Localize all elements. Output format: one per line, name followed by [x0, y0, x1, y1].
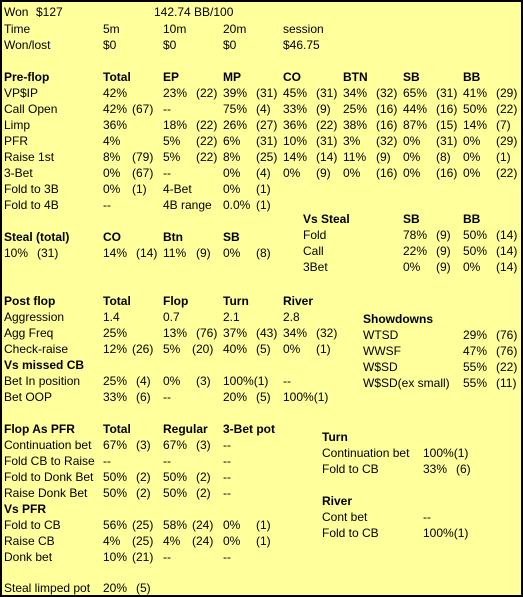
stat-value: 50%	[163, 486, 188, 500]
vs-steal-row-label: 3Bet	[303, 260, 328, 274]
stat-count: (4)	[256, 166, 271, 180]
preflop-row-label: PFR	[4, 134, 28, 148]
preflop-row-label: Limp	[4, 118, 31, 132]
stat-value: 20%	[223, 390, 248, 404]
stat-count: (16)	[436, 102, 458, 116]
steal-limped-label: Steal limped pot	[4, 581, 91, 595]
stat-value: --	[223, 470, 231, 484]
stat-value: 42%	[103, 102, 128, 116]
stat-value: 25%	[103, 374, 128, 388]
stat-value: 25%	[103, 326, 128, 340]
stat-count: (32)	[316, 326, 338, 340]
stat-value: 2.8	[283, 310, 300, 324]
stat-value: 18%	[163, 118, 188, 132]
stat-value: --	[103, 198, 111, 212]
stat-count: (9)	[436, 228, 451, 242]
stat-value: 0%	[283, 166, 301, 180]
stat-count: (22)	[496, 166, 518, 180]
stat-value: 23%	[163, 86, 188, 100]
stat-value: 0%	[403, 260, 421, 274]
stat-value: 34%	[343, 86, 368, 100]
vs-steal-title: Vs Steal	[303, 212, 350, 226]
wonlost-10m: $0	[163, 38, 177, 52]
stat-count: (24)	[192, 534, 214, 548]
stat-count: (7)	[496, 118, 511, 132]
stat-count: (22)	[196, 118, 218, 132]
stat-value: 100%(1)	[223, 374, 269, 388]
turn-row-label: Fold to CB	[322, 462, 379, 476]
vs-steal-row-label: Fold	[303, 228, 327, 242]
stat-count: (14)	[136, 246, 158, 260]
stat-value: --	[223, 438, 231, 452]
stat-value: 100%(1)	[423, 446, 469, 460]
stat-count: (14)	[496, 260, 518, 274]
stat-count: (31)	[436, 86, 458, 100]
stat-count: (22)	[196, 134, 218, 148]
bb-per-100: 142.74 BB/100	[154, 5, 234, 19]
stat-value: 0%	[163, 374, 181, 388]
stat-count: (1)	[256, 198, 271, 212]
stat-count: (22)	[496, 102, 518, 116]
stat-count: (9)	[316, 166, 331, 180]
period-10m: 10m	[163, 22, 187, 36]
preflop-title: Pre-flop	[4, 70, 50, 84]
vs-pfr-row-label: Fold to CB	[4, 518, 61, 532]
preflop-col-bb: BB	[463, 70, 481, 84]
preflop-col-ep: EP	[163, 70, 180, 84]
stat-count: (3)	[196, 374, 211, 388]
stat-value: 10%	[283, 134, 308, 148]
vs-pfr-row-label: Donk bet	[4, 550, 53, 564]
showdowns-title: Showdowns	[363, 312, 433, 326]
stat-count: (9)	[376, 150, 391, 164]
turn-title: Turn	[322, 430, 348, 444]
stat-value: 50%	[103, 470, 128, 484]
steal-total-title: Steal (total)	[4, 230, 70, 244]
preflop-row-label: 3-Bet	[4, 166, 33, 180]
won-label: Won	[4, 5, 29, 19]
stat-value: --	[163, 102, 171, 116]
stat-count: (6)	[136, 390, 151, 404]
postflop-col-river: River	[283, 294, 314, 308]
stat-value: 65%	[403, 86, 428, 100]
stat-value: 50%	[463, 102, 488, 116]
stat-count: (76)	[196, 326, 218, 340]
stat-value: 0.0%	[223, 198, 251, 212]
stat-value: 44%	[403, 102, 428, 116]
stat-count: (22)	[496, 360, 518, 374]
stat-value: 14%	[283, 150, 308, 164]
showdown-row-label: W$SD(ex small)	[363, 376, 450, 390]
preflop-col-mp: MP	[223, 70, 241, 84]
stat-value: 12%	[103, 342, 128, 356]
stat-count: (1)	[132, 182, 147, 196]
stat-value: 47%	[463, 344, 488, 358]
stat-value: 29%	[463, 328, 488, 342]
stat-value: 36%	[283, 118, 308, 132]
vs-steal-col-sb: SB	[403, 212, 420, 226]
vs-pfr-title: Vs PFR	[4, 502, 47, 516]
stat-value: 58%	[163, 518, 188, 532]
showdown-row-label: WTSD	[363, 328, 399, 342]
stat-value: 5%	[163, 342, 181, 356]
stat-value: 14%	[463, 118, 488, 132]
river-title: River	[322, 494, 353, 508]
stat-count: (9)	[436, 260, 451, 274]
time-label: Time	[4, 22, 31, 36]
stat-value: 50%	[163, 470, 188, 484]
stat-value: 0.7	[163, 310, 180, 324]
stat-count: (31)	[256, 134, 278, 148]
stat-count: (3)	[136, 438, 151, 452]
stat-value: 33%	[423, 462, 448, 476]
river-row-label: Fold to CB	[322, 526, 379, 540]
stat-value: 78%	[403, 228, 428, 242]
stat-value: 33%	[283, 102, 308, 116]
stat-value: 4%	[103, 534, 121, 548]
stat-value: 13%	[163, 326, 188, 340]
preflop-row-label: VP$IP	[4, 86, 39, 100]
stat-value: --	[163, 390, 171, 404]
flop-pfr-title: Flop As PFR	[4, 422, 75, 436]
stat-value: --	[163, 166, 171, 180]
stat-count: (6)	[456, 462, 471, 476]
flop-pfr-col-regular: Regular	[163, 422, 208, 436]
stat-count: (9)	[316, 102, 331, 116]
stat-count: (31)	[37, 246, 59, 260]
turn-row-label: Continuation bet	[322, 446, 410, 460]
stat-count: (24)	[192, 518, 214, 532]
flop-pfr-col-total: Total	[103, 422, 131, 436]
postflop-title: Post flop	[4, 294, 56, 308]
flop-pfr-row-label: Fold CB to Raise	[4, 454, 95, 468]
stat-count: (14)	[316, 150, 338, 164]
stat-value: 0%	[103, 182, 121, 196]
stat-value: 20%	[103, 581, 128, 595]
stat-count: (2)	[196, 486, 211, 500]
stat-value: 67%	[103, 438, 128, 452]
stat-value: --	[223, 550, 231, 564]
stat-count: (3)	[196, 438, 211, 452]
stat-value: 40%	[223, 342, 248, 356]
stat-count: (22)	[316, 118, 338, 132]
stat-value: 56%	[103, 518, 128, 532]
showdown-row-label: WWSF	[363, 344, 401, 358]
stat-count: (25)	[256, 150, 278, 164]
steal-col-co: CO	[103, 230, 121, 244]
stat-count: (79)	[132, 150, 154, 164]
stat-count: (76)	[496, 344, 518, 358]
preflop-row-label: Call Open	[4, 102, 58, 116]
wonlost-session: $46.75	[283, 38, 320, 52]
stat-count: (20)	[192, 342, 214, 356]
stat-count: (5)	[256, 390, 271, 404]
stat-value: 3%	[343, 134, 361, 148]
stat-value: 45%	[283, 86, 308, 100]
stat-value: 100%(1)	[423, 526, 469, 540]
flop-pfr-row-label: Raise Donk Bet	[4, 486, 88, 500]
stat-count: (8)	[436, 150, 451, 164]
stat-count: (29)	[496, 134, 518, 148]
stat-value: 26%	[223, 118, 248, 132]
stat-count: (2)	[196, 470, 211, 484]
stat-value: 42%	[103, 86, 128, 100]
stat-count: (15)	[436, 118, 458, 132]
stat-value: --	[223, 454, 231, 468]
vs-missed-cb-title: Vs missed CB	[4, 358, 85, 372]
stat-value: 5%	[163, 134, 181, 148]
stat-value: 25%	[343, 102, 368, 116]
stat-value: 0%	[403, 134, 421, 148]
postflop-row-label: Agg Freq	[4, 326, 54, 340]
stat-value: 39%	[223, 86, 248, 100]
stat-value: 4%	[163, 534, 181, 548]
steal-col-sb: SB	[223, 230, 240, 244]
stat-count: (9)	[196, 246, 211, 260]
missed-cb-row-label: Bet OOP	[4, 390, 53, 404]
period-session: session	[283, 22, 324, 36]
preflop-row-label: Raise 1st	[4, 150, 55, 164]
stat-count: (1)	[256, 182, 271, 196]
stat-value: 67%	[163, 438, 188, 452]
preflop-row-label: Fold to 4B	[4, 198, 59, 212]
stat-count: (4)	[136, 374, 151, 388]
stat-value: 8%	[103, 150, 121, 164]
stat-count: (31)	[256, 86, 278, 100]
stat-value: 0%	[343, 166, 361, 180]
stat-count: (5)	[256, 342, 271, 356]
stat-value: 34%	[283, 326, 308, 340]
stat-count: (14)	[496, 244, 518, 258]
preflop-col-sb: SB	[403, 70, 420, 84]
stat-value: 55%	[463, 376, 488, 390]
stat-value: 2.1	[223, 310, 240, 324]
steal-col-btn: Btn	[163, 230, 183, 244]
stat-value: 5%	[163, 150, 181, 164]
postflop-col-total: Total	[103, 294, 131, 308]
stat-value: 50%	[463, 228, 488, 242]
stat-value: 14%	[103, 246, 128, 260]
stat-value: 55%	[463, 360, 488, 374]
stat-value: 0%	[403, 150, 421, 164]
stat-value: 75%	[223, 102, 248, 116]
stat-value: 100%(1)	[283, 390, 329, 404]
stat-count: (16)	[436, 166, 458, 180]
stat-value: 4%	[103, 134, 121, 148]
stat-count: (16)	[376, 166, 398, 180]
stat-value: 11%	[163, 246, 187, 260]
stat-value: 0%	[223, 534, 241, 548]
stat-value: 50%	[103, 486, 128, 500]
stat-value: 87%	[403, 118, 428, 132]
stat-value: 41%	[463, 86, 488, 100]
stat-count: (22)	[196, 150, 218, 164]
stat-count: (67)	[132, 102, 154, 116]
preflop-col-btn: BTN	[343, 70, 368, 84]
stat-value: 0%	[223, 182, 241, 196]
postflop-row-label: Aggression	[4, 310, 65, 324]
won-value: $127	[36, 5, 63, 19]
wonlost-5m: $0	[103, 38, 117, 52]
flop-pfr-row-label: Fold to Donk Bet	[4, 470, 94, 484]
stat-value: --	[103, 454, 111, 468]
stat-count: (22)	[196, 86, 218, 100]
stat-value: 37%	[223, 326, 248, 340]
stat-value: 22%	[403, 244, 428, 258]
stat-value: 0%	[403, 166, 421, 180]
stat-count: (25)	[132, 534, 154, 548]
stat-value: --	[163, 550, 171, 564]
stat-value: 10%	[4, 246, 29, 260]
stat-count: (76)	[496, 328, 518, 342]
stat-count: (67)	[132, 166, 154, 180]
stat-value: 50%	[463, 244, 488, 258]
postflop-row-label: Check-raise	[4, 342, 69, 356]
vs-steal-col-bb: BB	[463, 212, 481, 226]
stat-value: 0%	[103, 166, 121, 180]
four-bet-range-label: 4B range	[163, 198, 212, 212]
stat-count: (27)	[256, 118, 278, 132]
stat-value: 0%	[223, 518, 241, 532]
period-5m: 5m	[103, 22, 120, 36]
stat-count: (32)	[376, 134, 398, 148]
stat-count: (16)	[376, 102, 398, 116]
preflop-col-total: Total	[103, 70, 131, 84]
stat-value: 0%	[283, 342, 301, 356]
missed-cb-row-label: Bet In position	[4, 374, 81, 388]
stat-value: 0%	[463, 134, 481, 148]
stat-count: (14)	[496, 228, 518, 242]
stat-count: (31)	[316, 86, 338, 100]
stat-count: (2)	[136, 486, 151, 500]
stat-count: (31)	[436, 134, 458, 148]
postflop-col-turn: Turn	[223, 294, 249, 308]
stat-value: --	[223, 486, 231, 500]
stat-value: 0%	[223, 246, 241, 260]
stat-value: --	[423, 510, 431, 524]
stat-count: (16)	[376, 118, 398, 132]
preflop-row-label: Fold to 3B	[4, 182, 59, 196]
stat-value: 33%	[103, 390, 128, 404]
stat-count: (1)	[256, 534, 271, 548]
stat-count: (4)	[256, 102, 271, 116]
stat-count: (43)	[256, 326, 278, 340]
stat-count: (11)	[496, 376, 517, 390]
stat-count: (26)	[132, 342, 154, 356]
stat-count: (29)	[496, 86, 518, 100]
showdown-row-label: W$SD	[363, 360, 398, 374]
postflop-col-flop: Flop	[163, 294, 189, 308]
wonlost-20m: $0	[223, 38, 237, 52]
stat-count: (21)	[132, 550, 154, 564]
stat-value: 8%	[223, 150, 241, 164]
stat-value: 38%	[343, 118, 368, 132]
river-row-label: Cont bet	[322, 510, 368, 524]
stat-value: 0%	[463, 166, 481, 180]
preflop-col-co: CO	[283, 70, 301, 84]
wonlost-label: Won/lost	[4, 38, 51, 52]
stat-count: (8)	[256, 246, 271, 260]
stat-count: (1)	[316, 342, 331, 356]
stat-value: --	[163, 454, 171, 468]
stat-count: (25)	[132, 518, 154, 532]
period-20m: 20m	[223, 22, 247, 36]
stat-value: 10%	[103, 550, 128, 564]
stat-count: (31)	[316, 134, 338, 148]
flop-pfr-row-label: Continuation bet	[4, 438, 92, 452]
stat-value: 0%	[463, 150, 481, 164]
vs-steal-row-label: Call	[303, 244, 324, 258]
four-bet-label: 4-Bet	[163, 182, 192, 196]
stat-value: 1.4	[103, 310, 120, 324]
stat-count: (32)	[376, 86, 398, 100]
stat-value: 0%	[463, 260, 481, 274]
stat-value: 36%	[103, 118, 128, 132]
stat-count: (9)	[436, 244, 451, 258]
stat-count: (2)	[136, 470, 151, 484]
stat-value: 6%	[223, 134, 241, 148]
stat-value: 11%	[343, 150, 367, 164]
stat-value: --	[283, 374, 291, 388]
vs-pfr-row-label: Raise CB	[4, 534, 55, 548]
stat-value: 0%	[223, 166, 241, 180]
stat-count: (5)	[136, 581, 151, 595]
stat-count: (1)	[496, 150, 511, 164]
flop-pfr-col-3bet: 3-Bet pot	[223, 422, 275, 436]
stat-count: (1)	[256, 518, 271, 532]
